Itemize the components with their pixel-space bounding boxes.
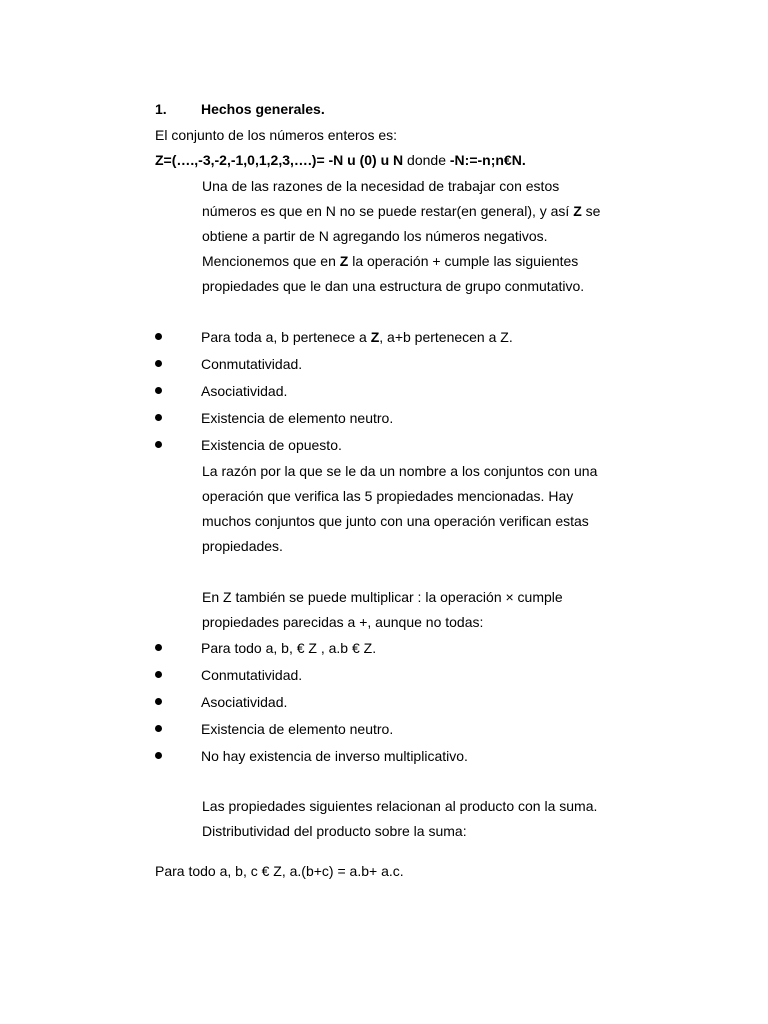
mult-prop-1: Para todo a, b, € Z , a.b € Z. (201, 640, 377, 656)
para3-line2: propiedades parecidas a +, aunque no todas: (202, 614, 484, 630)
para1-line2-z: Z (573, 203, 582, 219)
sum-prop-4: Existencia de elemento neutro. (201, 410, 394, 426)
para1-line1: Una de las razones de la necesidad de trabajar con estos (202, 178, 560, 194)
bullet-icon (155, 414, 162, 421)
para2-line2: operación que verifica las 5 propiedades mencionadas. Hay (202, 488, 574, 504)
section-number: 1. (155, 101, 167, 117)
sum-prop-1-text: Para toda a, b pertenece a (201, 329, 371, 345)
para1-line2 (202, 202, 600, 220)
set-definition-expr: Z=(….,-3,-2,-1,0,1,2,3,….)= -N u (0) u N (155, 152, 404, 168)
para1-line3: obtiene a partir de N agregando los números negativos. (202, 228, 548, 244)
para4-line2: Distributividad del producto sobre la suma: (202, 823, 467, 839)
para1-line4-text: Mencionemos que en (202, 253, 340, 269)
sum-prop-1-z: Z (370, 329, 380, 345)
mult-prop-5: No hay existencia de inverso multiplicativo. (201, 748, 468, 764)
set-definition-neg: -N:=-n;n€N. (449, 152, 526, 168)
set-definition-mid: donde (403, 152, 450, 168)
mult-prop-4: Existencia de elemento neutro. (201, 721, 394, 737)
para2-line1: La razón por la que se le da un nombre a los conjuntos con una (202, 463, 598, 479)
bullet-icon (155, 360, 162, 367)
sum-prop-3: Asociatividad. (201, 383, 288, 399)
sum-prop-1-end: , a+b pertenecen a Z. (379, 329, 513, 345)
para2-line3: muchos conjuntos que junto con una operación verifican estas (202, 513, 589, 529)
bullet-icon (155, 387, 162, 394)
bullet-icon (155, 698, 162, 705)
bullet-icon (155, 441, 162, 448)
set-definition (155, 151, 526, 169)
sum-prop-1 (201, 328, 513, 346)
bullet-icon (155, 752, 162, 759)
bullet-icon (155, 333, 162, 340)
para4-line1: Las propiedades siguientes relacionan al producto con la suma. (202, 798, 598, 814)
mult-prop-2: Conmutatividad. (201, 667, 303, 683)
para1-line5: propiedades que le dan una estructura de grupo conmutativo. (202, 278, 585, 294)
para2-line4: propiedades. (202, 538, 283, 554)
sum-prop-2: Conmutatividad. (201, 356, 303, 372)
mult-prop-3: Asociatividad. (201, 694, 288, 710)
bullet-icon (155, 725, 162, 732)
para1-line4 (202, 252, 578, 270)
section-title: Hechos generales. (201, 101, 325, 117)
para1-line2-text: números es que en N no se puede restar(en general), y así (202, 203, 574, 219)
para1-line2-end: se (581, 203, 601, 219)
para1-line4-z: Z (339, 253, 349, 269)
sum-prop-5: Existencia de opuesto. (201, 437, 342, 453)
bullet-icon (155, 644, 162, 651)
bullet-icon (155, 671, 162, 678)
para3-line1: En Z también se puede multiplicar : la operación × cumple (202, 589, 563, 605)
para1-line4-end: la operación + cumple las siguientes (348, 253, 579, 269)
distributive-formula: Para todo a, b, c € Z, a.(b+c) = a.b+ a.c. (155, 863, 404, 879)
intro-text: El conjunto de los números enteros es: (155, 127, 398, 143)
